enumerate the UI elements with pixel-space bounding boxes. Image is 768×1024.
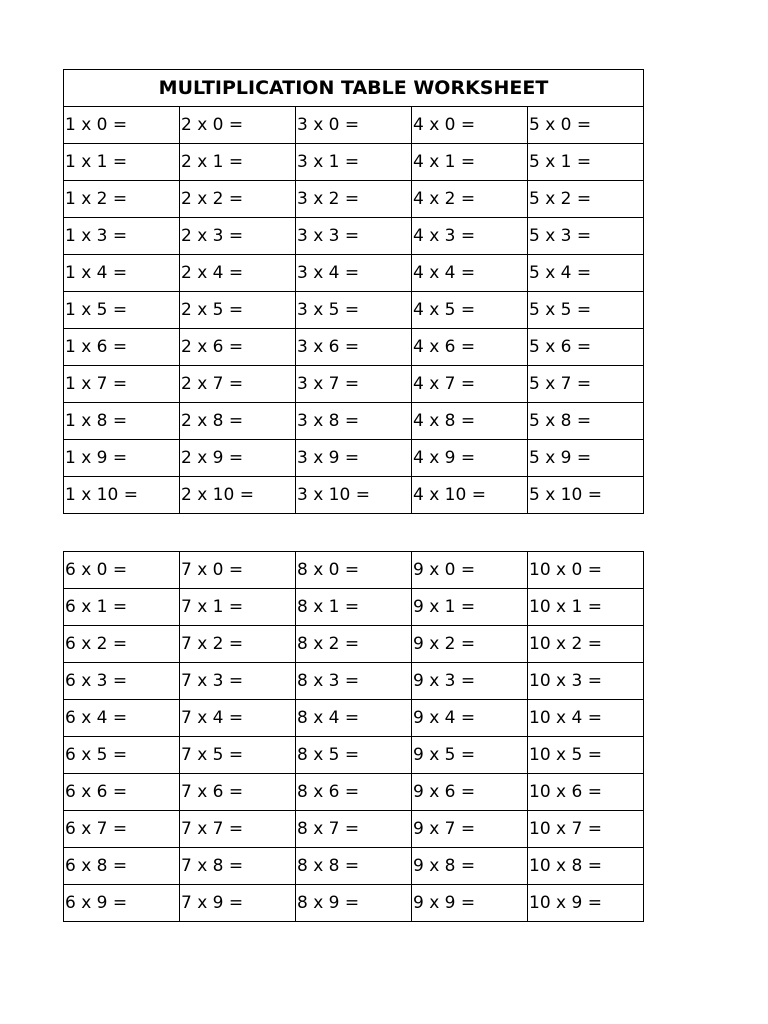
table-row [64, 774, 644, 811]
problem-cell: 9 x 7 = [412, 811, 528, 848]
problem-cell: 10 x 5 = [528, 737, 644, 774]
table-row [64, 366, 644, 403]
problem-cell: 7 x 7 = [180, 811, 296, 848]
problem-cell: 2 x 4 = [180, 255, 296, 292]
table-body-1 [64, 107, 644, 514]
problem-cell: 2 x 1 = [180, 144, 296, 181]
table-row [64, 737, 644, 774]
worksheet-title: MULTIPLICATION TABLE WORKSHEET [64, 70, 644, 107]
problem-cell: 10 x 0 = [528, 552, 644, 589]
problem-cell: 1 x 2 = [64, 181, 180, 218]
worksheet-table-6-to-10 [63, 551, 644, 922]
problem-cell: 5 x 7 = [528, 366, 644, 403]
problem-cell: 5 x 0 = [528, 107, 644, 144]
problem-cell: 2 x 9 = [180, 440, 296, 477]
problem-cell: 5 x 4 = [528, 255, 644, 292]
problem-cell: 7 x 8 = [180, 848, 296, 885]
table-row [64, 440, 644, 477]
problem-cell: 4 x 8 = [412, 403, 528, 440]
problem-cell: 1 x 4 = [64, 255, 180, 292]
problem-cell: 8 x 2 = [296, 626, 412, 663]
problem-cell: 3 x 4 = [296, 255, 412, 292]
problem-cell: 1 x 10 = [64, 477, 180, 514]
problem-cell: 1 x 8 = [64, 403, 180, 440]
problem-cell: 7 x 4 = [180, 700, 296, 737]
problem-cell: 6 x 2 = [64, 626, 180, 663]
problem-cell: 5 x 9 = [528, 440, 644, 477]
problem-cell: 6 x 8 = [64, 848, 180, 885]
problem-cell: 5 x 8 = [528, 403, 644, 440]
problem-cell: 9 x 2 = [412, 626, 528, 663]
problem-cell: 3 x 1 = [296, 144, 412, 181]
problem-cell: 4 x 10 = [412, 477, 528, 514]
problem-cell: 9 x 6 = [412, 774, 528, 811]
problem-cell: 4 x 0 = [412, 107, 528, 144]
problem-cell: 9 x 3 = [412, 663, 528, 700]
problem-cell: 8 x 6 = [296, 774, 412, 811]
table-row [64, 107, 644, 144]
problem-cell: 2 x 10 = [180, 477, 296, 514]
problem-cell: 10 x 7 = [528, 811, 644, 848]
problem-cell: 6 x 9 = [64, 885, 180, 922]
problem-cell: 10 x 6 = [528, 774, 644, 811]
problem-cell: 3 x 8 = [296, 403, 412, 440]
problem-cell: 5 x 2 = [528, 181, 644, 218]
problem-cell: 5 x 1 = [528, 144, 644, 181]
problem-cell: 3 x 2 = [296, 181, 412, 218]
problem-cell: 2 x 2 = [180, 181, 296, 218]
problem-cell: 4 x 2 = [412, 181, 528, 218]
problem-cell: 8 x 4 = [296, 700, 412, 737]
problem-cell: 7 x 0 = [180, 552, 296, 589]
problem-cell: 2 x 6 = [180, 329, 296, 366]
problem-cell: 5 x 6 = [528, 329, 644, 366]
problem-cell: 8 x 9 = [296, 885, 412, 922]
problem-cell: 10 x 4 = [528, 700, 644, 737]
problem-cell: 1 x 5 = [64, 292, 180, 329]
problem-cell: 2 x 3 = [180, 218, 296, 255]
problem-cell: 10 x 9 = [528, 885, 644, 922]
table-row [64, 589, 644, 626]
table-row [64, 255, 644, 292]
problem-cell: 8 x 8 = [296, 848, 412, 885]
problem-cell: 3 x 0 = [296, 107, 412, 144]
problem-cell: 6 x 5 = [64, 737, 180, 774]
table-row [64, 403, 644, 440]
table-row [64, 848, 644, 885]
problem-cell: 4 x 1 = [412, 144, 528, 181]
problem-cell: 3 x 3 = [296, 218, 412, 255]
worksheet-table-1-to-5 [63, 69, 644, 514]
problem-cell: 4 x 5 = [412, 292, 528, 329]
problem-cell: 9 x 9 = [412, 885, 528, 922]
problem-cell: 8 x 5 = [296, 737, 412, 774]
problem-cell: 3 x 6 = [296, 329, 412, 366]
problem-cell: 7 x 6 = [180, 774, 296, 811]
problem-cell: 1 x 3 = [64, 218, 180, 255]
problem-cell: 1 x 0 = [64, 107, 180, 144]
problem-cell: 2 x 7 = [180, 366, 296, 403]
table-row [64, 292, 644, 329]
table-row [64, 700, 644, 737]
problem-cell: 10 x 2 = [528, 626, 644, 663]
table-row [64, 663, 644, 700]
problem-cell: 3 x 9 = [296, 440, 412, 477]
problem-cell: 4 x 7 = [412, 366, 528, 403]
problem-cell: 9 x 0 = [412, 552, 528, 589]
problem-cell: 4 x 9 = [412, 440, 528, 477]
problem-cell: 3 x 10 = [296, 477, 412, 514]
problem-cell: 9 x 8 = [412, 848, 528, 885]
table-row [64, 552, 644, 589]
problem-cell: 8 x 0 = [296, 552, 412, 589]
problem-cell: 10 x 1 = [528, 589, 644, 626]
problem-cell: 8 x 3 = [296, 663, 412, 700]
problem-cell: 5 x 3 = [528, 218, 644, 255]
problem-cell: 6 x 6 = [64, 774, 180, 811]
problem-cell: 7 x 5 = [180, 737, 296, 774]
problem-cell: 1 x 9 = [64, 440, 180, 477]
problem-cell: 10 x 3 = [528, 663, 644, 700]
problem-cell: 3 x 7 = [296, 366, 412, 403]
problem-cell: 3 x 5 = [296, 292, 412, 329]
problem-cell: 8 x 1 = [296, 589, 412, 626]
problem-cell: 1 x 6 = [64, 329, 180, 366]
problem-cell: 2 x 0 = [180, 107, 296, 144]
problem-cell: 10 x 8 = [528, 848, 644, 885]
problem-cell: 4 x 6 = [412, 329, 528, 366]
problem-cell: 2 x 5 = [180, 292, 296, 329]
problem-cell: 6 x 0 = [64, 552, 180, 589]
problem-cell: 6 x 1 = [64, 589, 180, 626]
problem-cell: 6 x 7 = [64, 811, 180, 848]
table-row [64, 626, 644, 663]
problem-cell: 7 x 3 = [180, 663, 296, 700]
problem-cell: 7 x 1 = [180, 589, 296, 626]
problem-cell: 9 x 1 = [412, 589, 528, 626]
problem-cell: 7 x 2 = [180, 626, 296, 663]
problem-cell: 7 x 9 = [180, 885, 296, 922]
table-row [64, 329, 644, 366]
table-row [64, 144, 644, 181]
table-row [64, 811, 644, 848]
table-row [64, 885, 644, 922]
problem-cell: 4 x 4 = [412, 255, 528, 292]
table-body-2 [64, 552, 644, 922]
problem-cell: 9 x 4 = [412, 700, 528, 737]
problem-cell: 1 x 1 = [64, 144, 180, 181]
problem-cell: 6 x 4 = [64, 700, 180, 737]
problem-cell: 4 x 3 = [412, 218, 528, 255]
table-row [64, 477, 644, 514]
problem-cell: 6 x 3 = [64, 663, 180, 700]
problem-cell: 8 x 7 = [296, 811, 412, 848]
problem-cell: 5 x 5 = [528, 292, 644, 329]
table-row [64, 218, 644, 255]
problem-cell: 5 x 10 = [528, 477, 644, 514]
problem-cell: 9 x 5 = [412, 737, 528, 774]
table-row [64, 181, 644, 218]
problem-cell: 1 x 7 = [64, 366, 180, 403]
problem-cell: 2 x 8 = [180, 403, 296, 440]
